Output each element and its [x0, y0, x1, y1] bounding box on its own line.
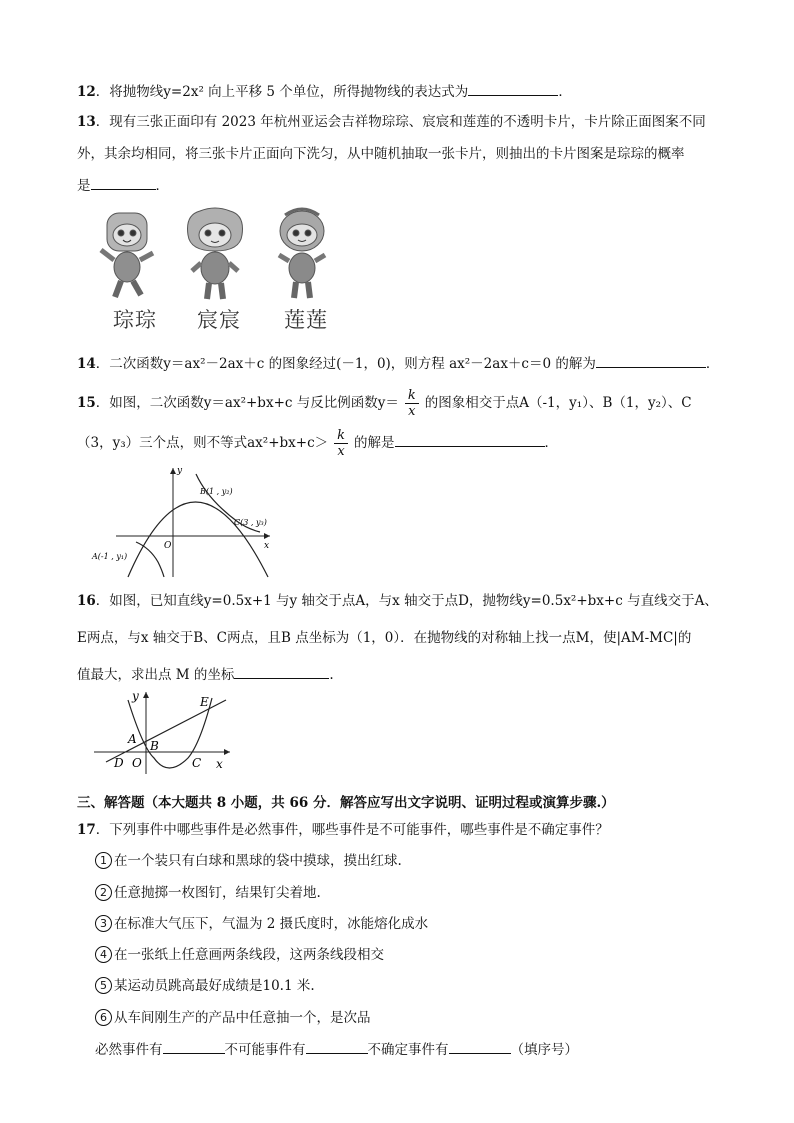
q17-answer-line: [95, 1039, 578, 1060]
question-text: ．如图，二次函数y＝ax²+bx+c 与反比例函数y＝: [95, 395, 399, 411]
question-15-line-2: [77, 428, 558, 459]
item-text: 从车间刚生产的产品中任意抽一个，是次品: [114, 1010, 371, 1026]
q17-item: [95, 1008, 371, 1028]
point-b-label: B: [150, 739, 159, 753]
q17-item: [95, 851, 402, 871]
item-text: 某运动员跳高最好成绩是10.1 米.: [114, 978, 315, 994]
question-text: ．现有三张正面印有 2023 年杭州亚运会吉祥物琮琮、宸宸和莲莲的不透明卡片，卡片除正面图案不同: [95, 114, 706, 130]
question-text: 值最大，求出点 M 的坐标: [77, 667, 235, 683]
item-number-circle: 6: [95, 1009, 112, 1026]
question-number: 16: [77, 593, 96, 609]
question-number: 13: [77, 114, 96, 130]
period: ．: [544, 435, 559, 451]
mascots-illustration: [95, 205, 345, 305]
hyperbola-branch-left: [136, 542, 164, 577]
item-text: 在标准大气压下，气温为 2 摄氏度时，冰能熔化成水: [114, 916, 429, 932]
q16-function-graph: [88, 688, 238, 776]
period: ．: [558, 84, 572, 100]
parabola-curve: [128, 502, 268, 577]
question-13-line-2: [77, 144, 685, 164]
question-number: 17: [77, 822, 96, 838]
question-text: 的解是: [354, 435, 395, 451]
answer-blank[interactable]: [468, 81, 558, 96]
question-text: 外，其余均相同，将三张卡片正面向下洗匀，从中随机抽取一张卡片，则抽出的卡片图案是琮琮的概率: [77, 146, 685, 162]
item-number-circle: 5: [95, 977, 112, 994]
period: ．: [705, 356, 720, 372]
y-axis-label: y: [177, 466, 183, 476]
question-17: [77, 820, 609, 840]
answer-blank[interactable]: [596, 353, 706, 368]
question-15-line-1: [77, 388, 692, 419]
point-c-label: C: [192, 756, 202, 770]
answer-blank-certain[interactable]: [163, 1039, 225, 1054]
question-14: [77, 353, 719, 374]
mascot-name-congcong: 琮琮: [113, 308, 157, 332]
y-axis-label: y: [132, 689, 139, 703]
question-12: [77, 81, 572, 102]
question-text: ．如图，已知直线y=0.5x+1 与y 轴交于点A，与x 轴交于点D，抛物线y=0.5x²+bx+c 与直线交于A、: [95, 593, 718, 609]
x-axis-label: x: [216, 757, 223, 771]
question-16-line-1: [77, 591, 718, 611]
chenchen-mascot-icon: [188, 208, 243, 299]
point-a-label: A(-1 , y₁): [92, 552, 128, 561]
answer-blank[interactable]: [91, 175, 156, 190]
answer-blank-impossible[interactable]: [306, 1039, 368, 1054]
q17-item: [95, 883, 321, 903]
answer-blank[interactable]: [234, 664, 329, 679]
period: ．: [155, 178, 169, 194]
question-text: ．下列事件中哪些事件是必然事件，哪些事件是不可能事件，哪些事件是不确定事件？: [95, 822, 609, 838]
question-16-line-2: [77, 628, 691, 648]
question-text: 是: [77, 178, 91, 194]
answer-note: （填序号）: [510, 1042, 578, 1058]
origin-label: O: [164, 541, 172, 551]
q15-function-graph: [88, 462, 288, 582]
point-b-label: B(1 , y₂): [200, 487, 233, 496]
mascot-name-lianlian: 莲莲: [284, 308, 328, 332]
question-number: 12: [77, 84, 96, 100]
question-text: （3，y₃）三个点，则不等式ax²+bx+c＞: [77, 435, 329, 451]
item-number-circle: 3: [95, 915, 112, 932]
item-text: 在一个装只有白球和黑球的袋中摸球，摸出红球.: [114, 853, 402, 869]
lianlian-mascot-icon: [279, 209, 325, 298]
item-number-circle: 2: [95, 884, 112, 901]
point-d-label: D: [114, 756, 124, 770]
question-number: 14: [77, 356, 96, 372]
section-3-title: 三、解答题（本大题共 8 小题，共 66 分．解答应写出文字说明、证明过程或演算步骤.）: [77, 795, 615, 811]
question-text: ．二次函数y＝ax²－2ax＋c 的图象经过(－1，0)，则方程 ax²－2ax＋c＝0 的解为: [95, 356, 596, 372]
q17-item: [95, 914, 428, 934]
point-a-label: A: [128, 732, 137, 746]
answer-label-certain: 必然事件有: [95, 1042, 163, 1058]
period: .: [329, 667, 334, 683]
congcong-mascot-icon: [101, 213, 153, 297]
item-number-circle: 4: [95, 946, 112, 963]
mascot-name-chenchen: 宸宸: [197, 308, 241, 332]
answer-label-impossible: 不可能事件有: [224, 1042, 306, 1058]
origin-label: O: [132, 756, 142, 770]
question-13-line-3: [77, 175, 169, 196]
fraction-k-over-x: $\frac{k}{x}$: [334, 428, 348, 459]
x-axis-label: x: [264, 541, 270, 551]
q17-item: [95, 945, 384, 965]
question-text: 的图象相交于点A（-1，y₁）、B（1，y₂）、C: [424, 395, 692, 411]
straight-line: [106, 700, 226, 762]
item-text: 任意抛掷一枚图钉，结果钉尖着地.: [114, 885, 321, 901]
question-16-line-3: [77, 664, 334, 685]
answer-label-uncertain: 不确定事件有: [367, 1042, 449, 1058]
point-e-label: E: [200, 695, 209, 709]
question-13-line-1: [77, 112, 706, 132]
question-text: ．将抛物线y=2x² 向上平移 5 个单位，所得抛物线的表达式为: [95, 84, 469, 100]
item-text: 在一张纸上任意画两条线段，这两条线段相交: [114, 947, 384, 963]
fraction-k-over-x: $\frac{k}{x}$: [405, 388, 419, 419]
question-text: E两点，与x 轴交于B、C两点，且B 点坐标为（1，0）．在抛物线的对称轴上找一点M，使|AM-MC|的: [77, 630, 692, 646]
item-number-circle: 1: [95, 852, 112, 869]
answer-blank-uncertain[interactable]: [449, 1039, 511, 1054]
point-c-label: C(3 , y₃): [234, 518, 267, 527]
q17-item: [95, 976, 315, 996]
answer-blank[interactable]: [395, 432, 545, 447]
question-number: 15: [77, 395, 96, 411]
